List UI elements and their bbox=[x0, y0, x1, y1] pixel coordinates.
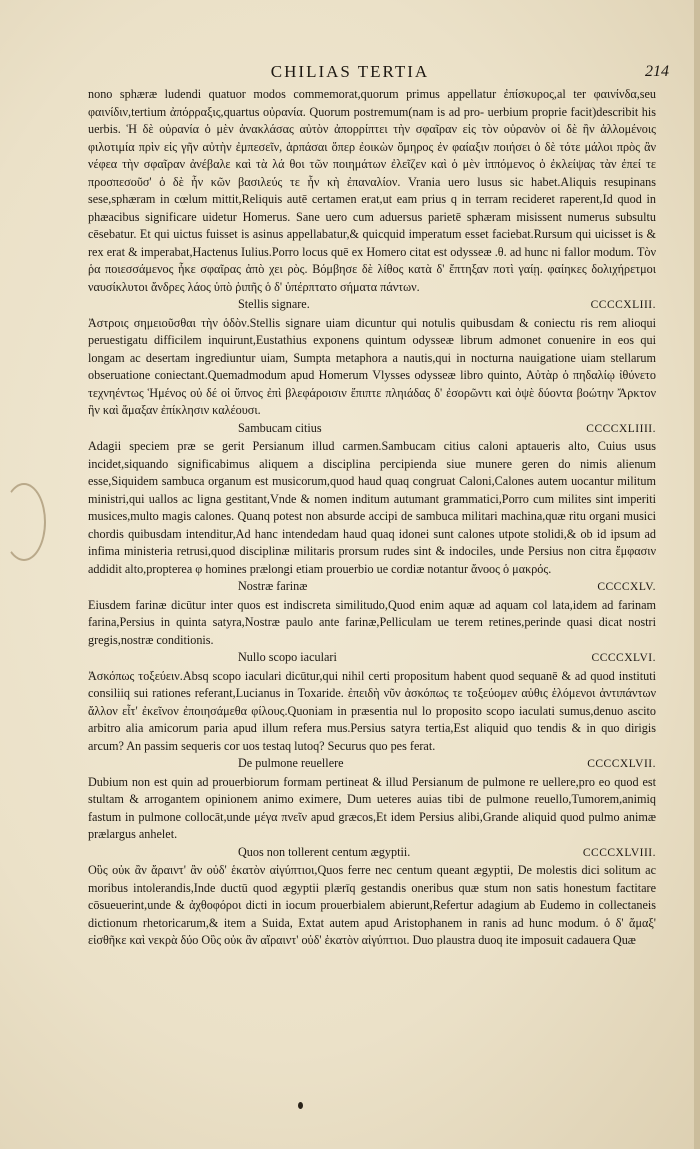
paragraph: nono sphæræ ludendi quatuor modos commemorat,quorum primus appellatur ἐπίσκυρος,al ter φαινίνδα,seu φαινίδιν,tertium ἀπόρραξις,quartus οὐρανία. Quorum postremum(nam is ad pro- uerbium proprie facit)describit his uerbis. Ἡ δὲ οὐρανία ὁ μὲν ἀνακλάσας αὐτὸν ἀπορρίπτει τὴν σφαῖραν εἰς τὸν οὐρανὸν οἱ δὲ ἢν ἀλλομένοις φιλοτιμία πρὶν εἰς γῆν αὐτὴν ἐμπεσεῖν, ἁρπάσαι ὅπερ ἐοικὼν ὅμηρος ἐν φαίαξιν ποιήσει ὁ δὲ τότε μάλοι πρὸς ἂν νέφεα τὴν σφαῖραν ἀνέβαλε καὶ τὰ λά θοι τῶν ποιημάτων ἐλεῖζεν καὶ ὁ μὲν ἱππόμενος ὁ ἐκλείψας τὰν ἐπεί τε προσπεσοῦσ' ὁ δὲ ἦν κῶν βασιλεύς τε ἦν κὴ ἐπαναλίον. Vrania uero lusus sic habet.Aliquis resupinans sese,sphæram in cœlum mittit,Reliquis autē certamen erat,ut eam prius q in terram recideret raperent,Id quod in phæacibus significare uidetur Homerus. Sane uero cum aduersus parietē sphæram misissent numerus subsultu cēsebatur. Et qui uictus fuisset is asinus appellabatur,& quicquid imperatum esset faciebat.Rursum qui uicisset is & rex erat & imperabat,Hactenus Iulius.Porro locus quē ex Homero citat est odysseæ .θ. ad hunc ni fallor modum. Τὸν ῥα ποιεσσάμενος ἧκε σφαῖρας ἀπὸ χει ρὸς. Βόμβησε δὲ λίθος κατὰ δ' ἔπτηξαν ποτὶ γαίῃ. φαίηκες δολιχήρετμοι ναυσίκλυτοι ἄνδρες λάος ὑπὸ ῥιπῆς ὁ δ' ὑπέρπτατο σήματα πάντων. bbox=[88, 87, 656, 294]
adage-heading bbox=[88, 296, 656, 315]
adage-number: CCCCXLVI. bbox=[591, 652, 656, 664]
adage-number: CCCCXLIII. bbox=[590, 299, 656, 311]
running-head: CHILIAS TERTIA bbox=[270, 62, 430, 81]
paragraph: Ἀσκόπως τοξεύειν.Absq scopo iaculari dicūtur,qui nihil certi propositum habent quod sequanē & ad quod instituti consiliiq sui rationes referant,Lucianus in Toxaride. ἐπειδὴ νῦν ἀσκόπως τε τοξεύομεν αὐθις ἑλόμενοι ἀντιπάντων ἄλλον εἶτ' ἐκεῖνον ἐποιησάμεθα φίλους.Quoniam in præsentia nul lo proposito scopo iaculati sumus,denuo ascito arbitro alia amicorum paria apud illum refera mus.Persius satyra tertia,Est aliquid quo tendis & in quo dirigis arcum? An passim sequeris cor uos testaq lutoq? Securus quo pes ferat. bbox=[88, 668, 656, 753]
adage-heading bbox=[88, 420, 656, 439]
adage-heading bbox=[88, 755, 656, 774]
folio-number: 214 bbox=[645, 63, 669, 80]
adage-title: Nullo scopo iaculari bbox=[238, 650, 337, 664]
paragraph: Ἀστροις σημειοῦσθαι τὴν ὁδὸν.Stellis signare uiam dicuntur qui notulis quibusdam & coniectu ris rem alioqui peruestigatu difficilem inquirunt,Eustathius exponens quintum odysseæ librum admonet conuenire in eos qui longam ac desertam ingrediuntur uiam, Sumpta metaphora a nautis,qui in nocturna nauigatione uiam stellarum obseruatione coniectant.Quemadmodum apud Homerum Vlysses odysseæ libro quinto, Αὐτὰρ ὁ πηδαλίῳ ἰθύνετο τεχνηέντως Ἡμένος οὐ δέ οἱ ὕπνος ἐπὶ βλεφάροισιν ἔπιπτε πληιάδας δ' ἐσορῶντι καὶ ὀψὲ δύοντα βοώτην Ἄρκτον ἣν καὶ ἄμαξαν ἐπίκλησιν καλέουσι. bbox=[88, 315, 656, 417]
paragraph: Dubium non est quin ad prouerbiorum formam pertineat & illud Persianum de pulmone re uellere,pro eo quod est stultam & arrogantem opinionem animo eximere, Dum ueteres auias tibi de pulmone reuello,Tumorem,animiq fastum in pulmone collocāt,unde μέγα πνεῖν apud græcos,Et idem Persius alibi,Grande aliquid quod pulmo animæ prælargus anhelet. bbox=[88, 774, 656, 841]
binding-mark bbox=[2, 483, 46, 561]
adage-heading bbox=[88, 578, 656, 597]
adage-heading bbox=[88, 649, 656, 668]
adage-title: De pulmone reuellere bbox=[238, 756, 344, 770]
ink-mark bbox=[298, 1102, 303, 1109]
paragraph: Οὓς οὐκ ἂν ἄραιντ' ἂν οὐδ' ἑκατὸν αἰγύπτιοι,Quos ferre nec centum queant ægyptii, De molestis dici solitum ac moribus intolerandis,Inde ductū quod ægyptii plærīq gestandis oneribus quæ stum non satis honestum factitare cōsueuerint,unde & ἀχθοφόροι dicti in iocum prouerbialem abierunt,Refertur adagium ab Eudemo in collectaneis dictionum rhetoricarum,& item a Suida, Extat autem apud Aristophanem in ranis ad hunc modum. ὁ δ' ἅμαξ' εἰσθῆκε καὶ νεκρὰ δύο Οὓς οὐκ ἂν αἴραιντ' οὐδ' ἑκατὸν αἰγύπτιοι. Duo plaustra duoq ite imposuit cadauera Quæ bbox=[88, 863, 656, 947]
adage-number: CCCCXLVIII. bbox=[582, 846, 656, 859]
adage-title: Nostræ farinæ bbox=[238, 579, 308, 593]
page-edge bbox=[694, 0, 700, 1149]
adage-title: Sambucam citius bbox=[238, 420, 322, 435]
adage-number: CCCCXLIIII. bbox=[586, 422, 656, 435]
text-block bbox=[88, 86, 656, 950]
paragraph: Eiusdem farinæ dicūtur inter quos est indiscreta similitudo,Quod enim aquæ ad aquam col lata,idem ad farinam farina,Persius in quinta satyra,Nostræ paulo ante farinæ,Pelliculam ue terem retines,perinde quasi dicat nostri gregis,nostræ conditionis. bbox=[88, 597, 656, 647]
adage-title: Stellis signare. bbox=[238, 297, 310, 311]
paragraph: Adagii speciem præ se gerit Persianum illud carmen.Sambucam citius caloni aptaueris alto, Cuius usus incidet,siquando significabimus aliquem a disciplina percipienda siue munere geren do nimis alienum esse,Siquidem sambuca organum est musicorum,quod haud quaq congruat Caloni,Calones autem uocantur militum ministri,qui uallos ac ligna gestitant,Vnde & nomen inditum autumant grammatici,Porro cum milites sint imperiti musices,multo magis calones. Quanq potest non absurde accipi de sambuca militari machina,quæ ritu organi musici chordis quibusdam intenditur,Ad hanc intendedam haud quaq idonei sunt calones utpote stolidi,& ob id ipsum ad infima ministeria retrusi,quod disciplinæ militaris prorsum rudes sint & indociles, unde Persius non citra ἔμφασιν addidit alto,propterea φ homines prælongi etiam prouerbio ue cordiæ notantur ἄνοος ὁ μακρός. bbox=[88, 439, 656, 576]
adage-number: CCCCXLVII. bbox=[587, 758, 656, 770]
adage-number: CCCCXLV. bbox=[597, 581, 656, 593]
adage-title: Quos non tollerent centum ægyptii. bbox=[238, 844, 411, 859]
adage-heading bbox=[88, 844, 656, 863]
